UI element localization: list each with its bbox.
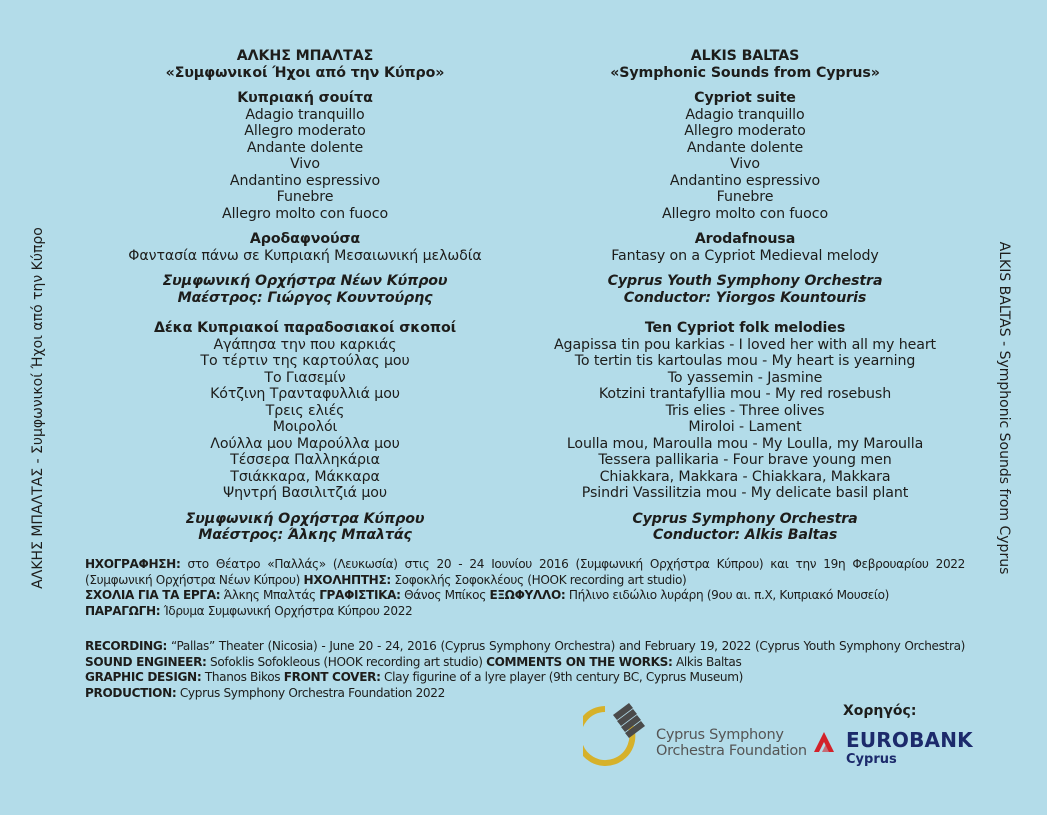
list-item: Vivo — [729, 156, 760, 172]
credits-greek — [85, 557, 965, 619]
list-item: Vivo — [289, 156, 320, 172]
work-subtitle: Φαντασία πάνω σε Κυπριακή Μεσαιωνική μελωδία — [128, 247, 482, 264]
spine-right — [986, 0, 1022, 815]
list-item: Μοιρολόι — [272, 419, 338, 435]
list-item: Αγάπησα την που καρκιάς — [213, 336, 397, 353]
credits-recording: RECORDING: “Pallas” Theater (Nicosia) - June 20 - 24, 2016 (Cyprus Symphony Orchestra) and February 19, 2022 (Cyprus Youth Symphony Orchestra) SOUND ENGINEER: Sofoklis Sofokleous (HOOK recording art studio) COMMENTS ON THE WORKS: Alkis Baltas — [85, 639, 965, 669]
suite-movements — [85, 107, 525, 223]
album-title: «Symphonic Sounds from Cyprus» — [610, 64, 880, 81]
credits-production: ΠΑΡΑΓΩΓΗ: Ίδρυμα Συμφωνική Ορχήστρα Κύπρου 2022 — [85, 603, 413, 618]
list-item: Psindri Vassilitzia mou - My delicate basil plant — [581, 485, 909, 501]
suite-title: Cypriot suite — [694, 90, 796, 106]
conductor-name: Conductor: Alkis Baltas — [652, 527, 838, 543]
list-item: To tertin tis kartoulas mou - My heart is yearning — [574, 353, 916, 369]
credits-design: GRAPHIC DESIGN: Thanos Bikos FRONT COVER: Clay figurine of a lyre player (9th century BC, Cyprus Museum) — [85, 670, 744, 684]
list-item: To yassemin - Jasmine — [667, 369, 823, 386]
list-item: Kotzini trantafyllia mou - My red rosebush — [598, 386, 892, 402]
orchestra-name: Cyprus Youth Symphony Orchestra — [607, 273, 883, 289]
spine-left — [20, 0, 56, 815]
spine-left-text: ΑΛΚΗΣ ΜΠΑΛΤΑΣ - Συμφωνικοί Ήχοι από την Κύπρο — [30, 226, 46, 589]
foundation-logo — [583, 703, 813, 765]
sponsor-subtitle: Cyprus — [846, 752, 897, 767]
list-item: Agapissa tin pou karkias - I loved her with all my heart — [553, 336, 937, 353]
list-item: Chiakkara, Makkara - Chiakkara, Makkara — [599, 468, 891, 485]
eurobank-mark-icon — [812, 730, 842, 754]
work-subtitle: Fantasy on a Cypriot Medieval melody — [611, 247, 879, 264]
orchestra-name: Συμφωνική Ορχήστρα Κύπρου — [185, 510, 425, 527]
credits-notes: ΣΧΟΛΙΑ ΓΙΑ ΤΑ ΕΡΓΑ: Άλκης Μπαλτάς ΓΡΑΦΙΣΤΙΚΑ: Θάνος Μπίκος ΕΞΩΦΥΛΛΟ: Πήλινο ειδώλιο λυράρη (9ου αι. π.Χ, Κυπριακό Μουσείο) — [85, 588, 890, 602]
credits-recording: ΗΧΟΓΡΑΦΗΣΗ: στο Θέατρο «Παλλάς» (Λευκωσία) στις 20 - 24 Ιουνίου 2016 (Συμφωνική Ορχήστρα Κύπρου) και την 19η Φεβρουαρίου 2022 (Συμφωνική Ορχήστρα Νέων Κύπρου) ΗΧΟΛΗΠΤΗΣ: Σοφοκλής Σοφοκλέους (HOOK recording art studio) — [85, 557, 965, 587]
list-item: Allegro molto con fuoco — [221, 205, 389, 222]
composer-name: ΑΛΚΗΣ ΜΠΑΛΤΑΣ — [236, 48, 374, 64]
spine-right-text: ALKIS BALTAS - Symphonic Sounds from Cyprus — [996, 241, 1012, 574]
folk-title: Ten Cypriot folk melodies — [644, 320, 846, 336]
credits-production: PRODUCTION: Cyprus Symphony Orchestra Foundation 2022 — [85, 685, 445, 700]
list-item: Allegro moderato — [244, 123, 366, 139]
orchestra-name: Συμφωνική Ορχήστρα Νέων Κύπρου — [162, 273, 448, 289]
folk-title: Δέκα Κυπριακοί παραδοσιακοί σκοποί — [153, 320, 457, 336]
list-item: Funebre — [716, 189, 774, 205]
eurobank-logo — [812, 726, 972, 771]
list-item: Τσιάκκαρα, Μάκκαρα — [230, 468, 380, 485]
list-item: Λούλλα μου Μαρούλλα μου — [210, 435, 400, 452]
list-item: Ψηντρή Βασιλιτζιά μου — [223, 485, 387, 501]
list-item: Allegro moderato — [684, 123, 806, 139]
greek-tracklist — [85, 48, 525, 544]
list-item: Andantino espressivo — [229, 172, 381, 189]
work-title: Arodafnousa — [694, 231, 796, 247]
list-item: Andante dolente — [686, 139, 804, 156]
sponsor-name: EUROBANK — [846, 728, 973, 752]
sponsor-label: Χορηγός: — [843, 703, 917, 719]
credits-english — [85, 639, 965, 701]
list-item: Adagio tranquillo — [245, 106, 365, 123]
orchestra-name: Cyprus Symphony Orchestra — [632, 510, 858, 527]
list-item: Adagio tranquillo — [685, 106, 805, 123]
conductor-name: Conductor: Yiorgos Kountouris — [623, 289, 867, 306]
list-item: Το τέρτιν της καρτούλας μου — [200, 353, 410, 369]
foundation-name: Cyprus Symphony Orchestra Foundation — [656, 727, 807, 759]
list-item: Τέσσερα Παλληκάρια — [230, 452, 380, 468]
suite-title: Κυπριακή σουίτα — [237, 90, 373, 106]
list-item: Tris elies - Three olives — [665, 402, 825, 419]
list-item: Andante dolente — [246, 139, 364, 156]
conductor-name: Μαέστρος: Γιώργος Κουντούρης — [177, 289, 433, 306]
folk-list — [85, 337, 525, 502]
list-item: Κότζινη Τρανταφυλλιά μου — [210, 386, 400, 402]
list-item: Loulla mou, Maroulla mou - My Loulla, my Maroulla — [566, 435, 924, 452]
list-item: Τρεις ελιές — [265, 402, 345, 419]
list-item: Andantino espressivo — [669, 172, 821, 189]
conductor-name: Μαέστρος: Άλκης Μπαλτάς — [198, 527, 412, 543]
list-item: Tessera pallikaria - Four brave young men — [598, 452, 892, 468]
composer-name: ALKIS BALTAS — [690, 48, 800, 64]
list-item: Το Γιασεμίν — [264, 369, 346, 386]
list-item: Miroloi - Lament — [688, 419, 802, 435]
album-title: «Συμφωνικοί Ήχοι από την Κύπρο» — [165, 64, 445, 81]
english-tracklist — [525, 48, 965, 544]
list-item: Funebre — [276, 189, 334, 205]
folk-list — [525, 337, 965, 502]
suite-movements — [525, 107, 965, 223]
list-item: Allegro molto con fuoco — [661, 205, 829, 222]
work-title: Αροδαφνούσα — [249, 231, 361, 247]
foundation-emblem-icon — [583, 703, 653, 767]
